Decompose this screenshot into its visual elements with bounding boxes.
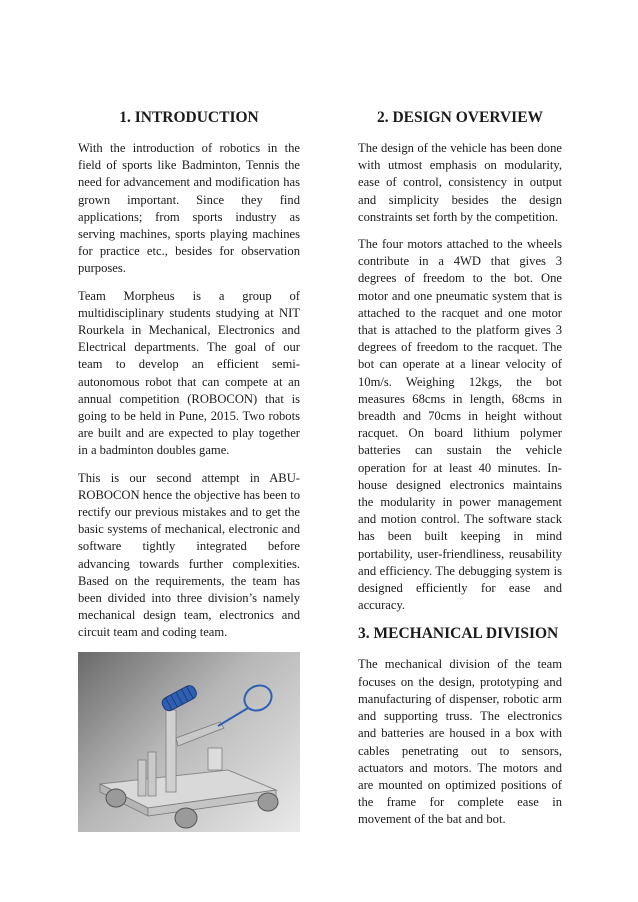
intro-paragraph-2: Team Morpheus is a group of multidisciplinary students studying at NIT Rourkela in Mechanical, Electronics and Electrical departments. The goal of our team to develop an efficient semi-autonomous robot that can compete at an annual competition (ROBOCON) that is going to be held in Pune, 2015. Two robots are built and are expected to play together in a badminton doubles game. [78, 288, 300, 458]
intro-paragraph-3: This is our second attempt in ABU-ROBOCON hence the objective has been to rectify our previous mistakes and to get the basic systems of mechanical, electronic and software tightly integrated before advancing towards further complexities. Based on the requirements, the team has been divided into three division’s namely mechanical design team, electronics and circuit team and coding team. [78, 470, 300, 640]
section-heading-design-overview: 2. DESIGN OVERVIEW [376, 109, 544, 126]
mechanical-paragraph-1: The mechanical division of the team focuses on the design, prototyping and manufacturing of dispenser, robotic arm and supporting truss. The electronics and batteries are housed in a box with cables penetrating out to sensors, actuators and motors. The motors and are mounted on optimized positions of the frame for complete ease in movement of the bat and bot. [358, 657, 562, 827]
right-column [358, 108, 562, 839]
robot-render-image [78, 652, 300, 832]
intro-paragraph-1: With the introduction of robotics in the field of sports like Badminton, Tennis the need for advancement and modification has grown important. Since they find applications; from sports industry as serving machines, sports playing machines for practice etc., besides for observation purposes. [78, 141, 300, 276]
section-heading-mechanical-division: 3. MECHANICAL DIVISION [358, 625, 559, 643]
left-column [78, 108, 300, 832]
robot-illustration [78, 652, 300, 832]
design-paragraph-2: The four motors attached to the wheels contribute in a 4WD that gives 3 degrees of freedom to the bot. One motor and one pneumatic system that is attached to the racquet and one motor that is attached to the platform gives 3 degrees of freedom to the racquet. The bot can operate at a linear velocity of 10m/s. Weighing 12kgs, the bot measures 68cms in length, 68cms in breadth and 70cms in height without racquet. On board lithium polymer batteries can sustain the vehicle operation for at least 40 minutes. In-house designed electronics maintains the modularity in power management and motion control. The software stack has been built keeping in mind portability, user-friendliness, reusability and efficiency. The debugging system is designed efficiently for ease and accuracy. [358, 237, 562, 613]
design-paragraph-1: The design of the vehicle has been done with utmost emphasis on modularity, ease of control, consistency in output and simplicity besides the design constraints set forth by the competition. [358, 141, 562, 224]
section-heading-introduction: 1. INTRODUCTION [119, 109, 259, 126]
